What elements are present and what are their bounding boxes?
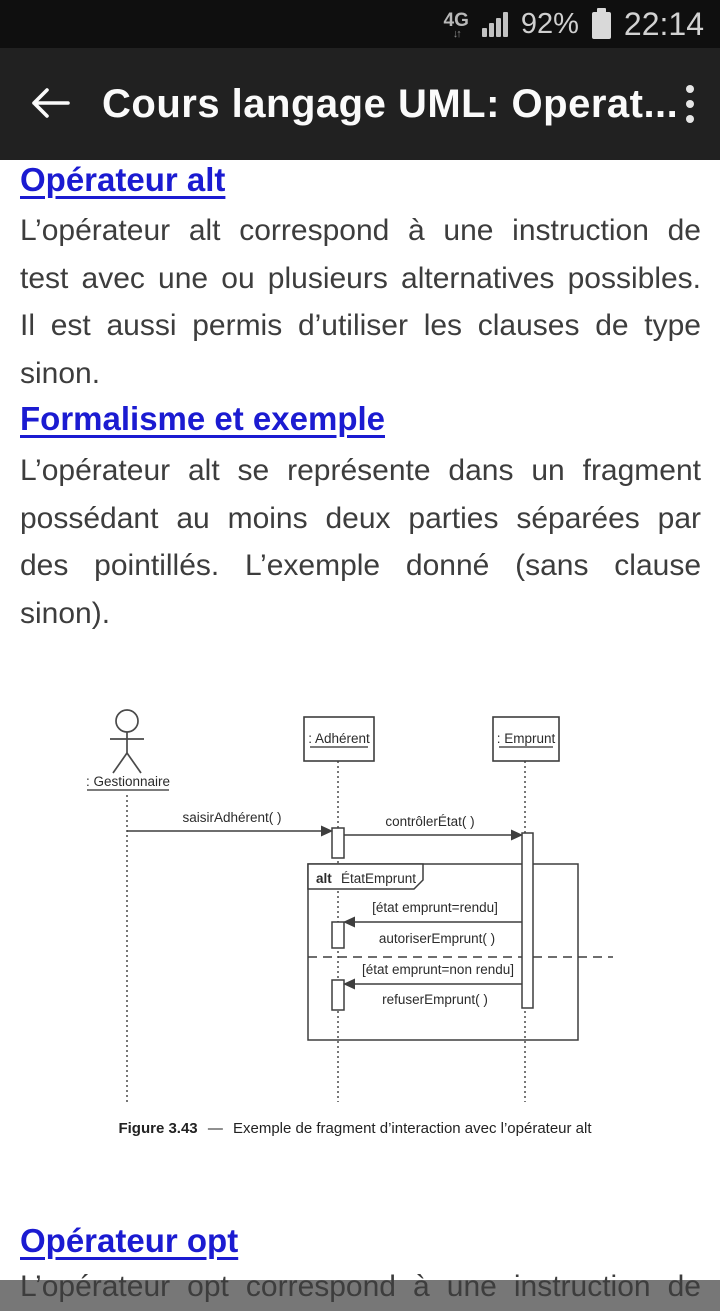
alt-operand-name: ÉtatEmprunt <box>341 871 417 886</box>
activation-emprunt <box>522 833 533 1008</box>
battery-icon <box>592 12 611 39</box>
text-line: possédant au moins deux parties séparées par <box>20 501 701 535</box>
paragraph-formalisme <box>20 447 701 637</box>
figure-caption-text: Exemple de fragment d’interaction avec l’opérateur alt <box>233 1120 592 1137</box>
heading-link-operateur-alt[interactable]: Opérateur alt <box>20 161 226 198</box>
page-title: Cours langage UML: Operat... <box>102 81 679 126</box>
figure-caption-separator: — <box>207 1120 223 1137</box>
figure-caption-label: Figure 3.43 <box>118 1120 198 1137</box>
signal-strength-icon <box>482 11 508 37</box>
text-line: sinon). <box>20 596 111 630</box>
clock-label: 22:14 <box>623 5 704 42</box>
arrowhead-left <box>343 917 355 928</box>
guard-non-rendu: [état emprunt=non rendu] <box>362 962 514 977</box>
object-label-adherent: : Adhérent <box>308 731 370 746</box>
app-bar <box>0 48 720 160</box>
text-line: des pointillés. L’exemple donné (sans clause <box>20 549 701 582</box>
activation-adherent-2 <box>332 922 344 948</box>
status-bar <box>0 0 720 48</box>
text-line: L’opérateur opt correspond à une instruction de <box>20 1270 701 1303</box>
arrowhead-right <box>511 830 523 841</box>
battery-percent-label: 92% <box>520 7 579 40</box>
message-saisir-adherent: saisirAdhérent( ) <box>182 810 282 825</box>
heading-link-formalisme[interactable]: Formalisme et exemple <box>20 400 385 437</box>
message-refuser-emprunt: refuserEmprunt( ) <box>382 992 488 1007</box>
message-autoriser-emprunt: autoriserEmprunt( ) <box>378 931 496 946</box>
more-vert-icon <box>686 85 694 123</box>
alt-fragment-frame <box>308 864 578 1040</box>
text-line: L’opérateur alt correspond à une instruction de <box>20 214 701 247</box>
uml-sequence-diagram <box>85 700 625 1106</box>
arrowhead-right <box>321 826 333 837</box>
message-controler-etat: contrôlerÉtat( ) <box>385 814 475 829</box>
overflow-menu-button[interactable] <box>686 85 694 123</box>
figure-caption <box>85 1120 625 1137</box>
network-4g-icon <box>444 11 469 40</box>
text-line: test avec une ou plusieurs alternatives possibles. <box>20 261 701 295</box>
paragraph-operateur-opt <box>20 1263 701 1311</box>
data-activity-arrows-icon: ↓↑ <box>452 27 460 40</box>
arrowhead-left <box>343 979 355 990</box>
activation-adherent-1 <box>332 828 344 858</box>
network-type-label: 4G <box>443 9 469 31</box>
object-label-emprunt: : Emprunt <box>496 731 556 746</box>
alt-operator-label: alt <box>316 871 332 886</box>
text-line: L’opérateur alt se représente dans un fragment <box>20 454 701 487</box>
back-button[interactable] <box>24 78 76 130</box>
actor-stick-figure <box>110 710 144 773</box>
back-arrow-icon <box>28 85 72 124</box>
heading-link-operateur-opt[interactable]: Opérateur opt <box>20 1222 239 1259</box>
actor-label: : Gestionnaire <box>85 774 171 789</box>
activation-adherent-3 <box>332 980 344 1010</box>
guard-rendu: [état emprunt=rendu] <box>372 900 498 915</box>
paragraph-operateur-alt <box>20 207 701 397</box>
text-line: Il est aussi permis d’utiliser les clauses de type <box>20 309 701 342</box>
text-line: sinon. <box>20 356 101 390</box>
